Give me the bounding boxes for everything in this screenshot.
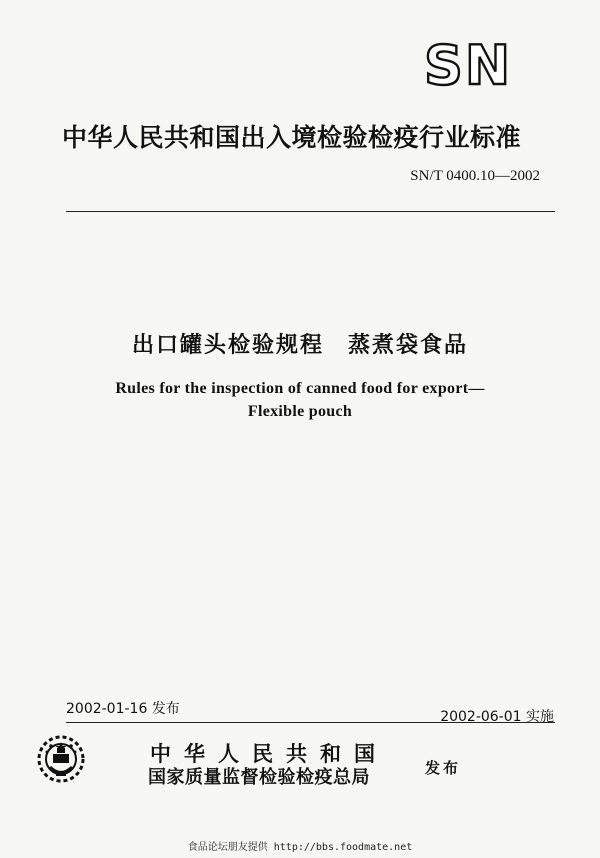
issuer-country: 中华人民共和国 — [150, 742, 388, 766]
dates-divider — [66, 722, 555, 723]
chinese-title: 出口罐头检验规程 蒸煮袋食品 — [131, 333, 468, 358]
issue-label: 发布 — [425, 759, 462, 777]
standard-code: SN/T 0400.10—2002 — [410, 168, 540, 184]
organization-title: 中华人民共和国出入境检验检疫行业标准 — [62, 123, 522, 152]
sn-logo: SN — [424, 34, 513, 97]
footer-credit: 食品论坛朋友提供 http://bbs.foodmate.net — [187, 842, 413, 853]
issuer-agency: 国家质量监督检验检疫总局 — [148, 767, 370, 788]
english-title-line-2: Flexible pouch — [247, 403, 353, 420]
implementation-date: 2002-06-01 实施 — [440, 709, 554, 725]
english-title-line-1: Rules for the inspection of canned food for export— — [115, 380, 485, 397]
issue-date: 2002-01-16 发布 — [66, 701, 180, 717]
header-divider — [66, 211, 555, 212]
national-emblem-icon — [36, 734, 86, 784]
